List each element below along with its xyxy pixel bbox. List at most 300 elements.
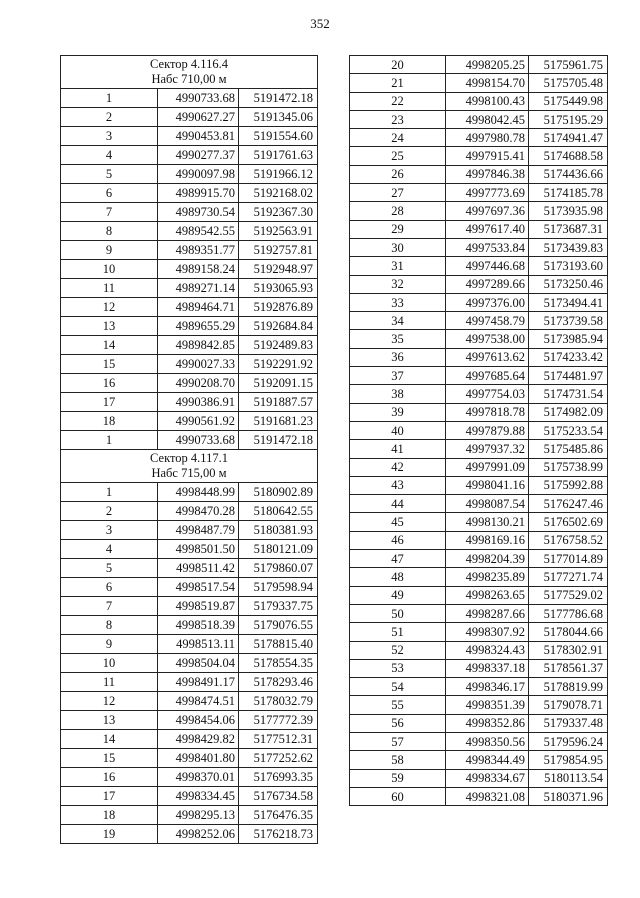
y-coordinate: 5178032.79	[239, 692, 318, 711]
x-coordinate: 4997980.78	[446, 129, 529, 147]
y-coordinate: 5192684.84	[239, 317, 318, 336]
point-number: 11	[61, 279, 158, 298]
point-number: 57	[350, 732, 446, 750]
point-number: 16	[61, 768, 158, 787]
table-row	[350, 184, 608, 202]
point-number: 43	[350, 476, 446, 494]
x-coordinate: 4989842.85	[158, 336, 239, 355]
y-coordinate: 5191966.12	[239, 165, 318, 184]
point-number: 1	[61, 483, 158, 502]
x-coordinate: 4997533.84	[446, 238, 529, 256]
x-coordinate: 4998454.06	[158, 711, 239, 730]
x-coordinate: 4998169.16	[446, 531, 529, 549]
x-coordinate: 4998307.92	[446, 623, 529, 641]
table-row	[61, 578, 318, 597]
x-coordinate: 4997538.00	[446, 330, 529, 348]
x-coordinate: 4990561.92	[158, 412, 239, 431]
point-number: 11	[61, 673, 158, 692]
x-coordinate: 4997991.09	[446, 458, 529, 476]
y-coordinate: 5192876.89	[239, 298, 318, 317]
table-row	[61, 184, 318, 203]
x-coordinate: 4990277.37	[158, 146, 239, 165]
table-row	[350, 531, 608, 549]
point-number: 2	[61, 108, 158, 127]
y-coordinate: 5177512.31	[239, 730, 318, 749]
point-number: 18	[61, 412, 158, 431]
point-number: 12	[61, 298, 158, 317]
x-coordinate: 4989464.71	[158, 298, 239, 317]
sector-header	[61, 450, 318, 483]
x-coordinate: 4998350.56	[446, 732, 529, 750]
y-coordinate: 5174688.58	[529, 147, 608, 165]
x-coordinate: 4998263.65	[446, 586, 529, 604]
x-coordinate: 4989655.29	[158, 317, 239, 336]
point-number: 17	[61, 393, 158, 412]
x-coordinate: 4989915.70	[158, 184, 239, 203]
table-row	[61, 89, 318, 108]
table-row	[350, 513, 608, 531]
y-coordinate: 5176734.58	[239, 787, 318, 806]
table-row	[350, 74, 608, 92]
x-coordinate: 4998041.16	[446, 476, 529, 494]
y-coordinate: 5174185.78	[529, 184, 608, 202]
x-coordinate: 4998491.17	[158, 673, 239, 692]
x-coordinate: 4998517.54	[158, 578, 239, 597]
table-row	[350, 238, 608, 256]
table-row	[61, 336, 318, 355]
y-coordinate: 5174731.54	[529, 385, 608, 403]
table-row	[350, 586, 608, 604]
table-row	[61, 298, 318, 317]
x-coordinate: 4998154.70	[446, 74, 529, 92]
table-row	[350, 568, 608, 586]
y-coordinate: 5173985.94	[529, 330, 608, 348]
y-coordinate: 5176993.35	[239, 768, 318, 787]
point-number: 14	[61, 730, 158, 749]
point-number: 32	[350, 275, 446, 293]
point-number: 42	[350, 458, 446, 476]
point-number: 7	[61, 203, 158, 222]
x-coordinate: 4990733.68	[158, 431, 239, 450]
point-number: 10	[61, 260, 158, 279]
table-row	[350, 421, 608, 439]
table-row	[61, 241, 318, 260]
x-coordinate: 4998474.51	[158, 692, 239, 711]
table-row	[61, 730, 318, 749]
point-number: 17	[61, 787, 158, 806]
point-number: 53	[350, 659, 446, 677]
point-number: 7	[61, 597, 158, 616]
point-number: 54	[350, 678, 446, 696]
x-coordinate: 4989271.14	[158, 279, 239, 298]
y-coordinate: 5177271.74	[529, 568, 608, 586]
point-number: 14	[61, 336, 158, 355]
y-coordinate: 5177772.39	[239, 711, 318, 730]
table-row	[350, 202, 608, 220]
coordinates-table-right	[349, 55, 608, 806]
table-row	[350, 147, 608, 165]
table-row	[61, 127, 318, 146]
x-coordinate: 4989542.55	[158, 222, 239, 241]
point-number: 25	[350, 147, 446, 165]
point-number: 21	[350, 74, 446, 92]
y-coordinate: 5176247.46	[529, 495, 608, 513]
point-number: 22	[350, 92, 446, 110]
y-coordinate: 5192563.91	[239, 222, 318, 241]
point-number: 3	[61, 127, 158, 146]
x-coordinate: 4998204.39	[446, 550, 529, 568]
point-number: 18	[61, 806, 158, 825]
table-row	[61, 165, 318, 184]
table-row	[61, 222, 318, 241]
table-row	[61, 355, 318, 374]
table-row	[350, 92, 608, 110]
x-coordinate: 4998487.79	[158, 521, 239, 540]
table-row	[61, 521, 318, 540]
y-coordinate: 5175195.29	[529, 110, 608, 128]
point-number: 52	[350, 641, 446, 659]
point-number: 16	[61, 374, 158, 393]
point-number: 58	[350, 751, 446, 769]
y-coordinate: 5178815.40	[239, 635, 318, 654]
point-number: 59	[350, 769, 446, 787]
x-coordinate: 4997879.88	[446, 421, 529, 439]
x-coordinate: 4990453.81	[158, 127, 239, 146]
table-row	[350, 220, 608, 238]
x-coordinate: 4998295.13	[158, 806, 239, 825]
y-coordinate: 5193065.93	[239, 279, 318, 298]
point-number: 55	[350, 696, 446, 714]
sector-title: Сектор 4.117.1	[150, 451, 228, 465]
x-coordinate: 4998513.11	[158, 635, 239, 654]
x-coordinate: 4989730.54	[158, 203, 239, 222]
x-coordinate: 4990386.91	[158, 393, 239, 412]
point-number: 31	[350, 257, 446, 275]
y-coordinate: 5191345.06	[239, 108, 318, 127]
point-number: 6	[61, 184, 158, 203]
y-coordinate: 5178293.46	[239, 673, 318, 692]
y-coordinate: 5178044.66	[529, 623, 608, 641]
point-number: 35	[350, 330, 446, 348]
table-row	[350, 623, 608, 641]
x-coordinate: 4998087.54	[446, 495, 529, 513]
point-number: 41	[350, 440, 446, 458]
page-number: 352	[310, 16, 330, 31]
y-coordinate: 5173193.60	[529, 257, 608, 275]
point-number: 4	[61, 146, 158, 165]
point-number: 23	[350, 110, 446, 128]
y-coordinate: 5174233.42	[529, 348, 608, 366]
table-row	[350, 678, 608, 696]
table-row	[61, 825, 318, 844]
point-number: 45	[350, 513, 446, 531]
y-coordinate: 5191472.18	[239, 431, 318, 450]
point-number: 29	[350, 220, 446, 238]
x-coordinate: 4989158.24	[158, 260, 239, 279]
point-number: 5	[61, 165, 158, 184]
table-row	[61, 203, 318, 222]
x-coordinate: 4997446.68	[446, 257, 529, 275]
point-number: 13	[61, 711, 158, 730]
point-number: 19	[61, 825, 158, 844]
point-number: 1	[61, 89, 158, 108]
table-row	[350, 165, 608, 183]
y-coordinate: 5176502.69	[529, 513, 608, 531]
x-coordinate: 4998351.39	[446, 696, 529, 714]
coordinates-table-left	[60, 55, 318, 844]
x-coordinate: 4990627.27	[158, 108, 239, 127]
y-coordinate: 5191554.60	[239, 127, 318, 146]
x-coordinate: 4998100.43	[446, 92, 529, 110]
x-coordinate: 4998042.45	[446, 110, 529, 128]
y-coordinate: 5176218.73	[239, 825, 318, 844]
point-number: 49	[350, 586, 446, 604]
y-coordinate: 5174982.09	[529, 403, 608, 421]
table-row	[61, 673, 318, 692]
sector-header-row	[61, 450, 318, 483]
y-coordinate: 5180642.55	[239, 502, 318, 521]
x-coordinate: 4990733.68	[158, 89, 239, 108]
table-row	[350, 476, 608, 494]
table-row	[350, 769, 608, 787]
x-coordinate: 4998205.25	[446, 56, 529, 74]
x-coordinate: 4998519.87	[158, 597, 239, 616]
point-number: 5	[61, 559, 158, 578]
table-row	[350, 495, 608, 513]
y-coordinate: 5192091.15	[239, 374, 318, 393]
table-row	[350, 367, 608, 385]
y-coordinate: 5177529.02	[529, 586, 608, 604]
table-row	[350, 56, 608, 74]
y-coordinate: 5191887.57	[239, 393, 318, 412]
point-number: 51	[350, 623, 446, 641]
y-coordinate: 5175449.98	[529, 92, 608, 110]
x-coordinate: 4998518.39	[158, 616, 239, 635]
table-row	[350, 732, 608, 750]
y-coordinate: 5174941.47	[529, 129, 608, 147]
point-number: 50	[350, 604, 446, 622]
point-number: 8	[61, 222, 158, 241]
table-row	[61, 711, 318, 730]
x-coordinate: 4998470.28	[158, 502, 239, 521]
x-coordinate: 4998504.04	[158, 654, 239, 673]
table-row	[61, 393, 318, 412]
point-number: 1	[61, 431, 158, 450]
sector-title: Сектор 4.116.4	[150, 57, 228, 71]
y-coordinate: 5179860.07	[239, 559, 318, 578]
point-number: 60	[350, 787, 446, 805]
table-row	[61, 374, 318, 393]
point-number: 28	[350, 202, 446, 220]
x-coordinate: 4998130.21	[446, 513, 529, 531]
table-row	[61, 540, 318, 559]
x-coordinate: 4997685.64	[446, 367, 529, 385]
y-coordinate: 5175961.75	[529, 56, 608, 74]
y-coordinate: 5192367.30	[239, 203, 318, 222]
y-coordinate: 5177014.89	[529, 550, 608, 568]
x-coordinate: 4998235.89	[446, 568, 529, 586]
x-coordinate: 4998337.18	[446, 659, 529, 677]
x-coordinate: 4997458.79	[446, 312, 529, 330]
point-number: 15	[61, 749, 158, 768]
table-row	[61, 260, 318, 279]
table-row	[61, 412, 318, 431]
y-coordinate: 5178302.91	[529, 641, 608, 659]
y-coordinate: 5191681.23	[239, 412, 318, 431]
point-number: 44	[350, 495, 446, 513]
y-coordinate: 5180121.09	[239, 540, 318, 559]
y-coordinate: 5173687.31	[529, 220, 608, 238]
x-coordinate: 4998370.01	[158, 768, 239, 787]
point-number: 56	[350, 714, 446, 732]
table-row	[61, 692, 318, 711]
point-number: 9	[61, 635, 158, 654]
table-row	[61, 616, 318, 635]
table-row	[61, 502, 318, 521]
y-coordinate: 5192168.02	[239, 184, 318, 203]
table-row	[350, 659, 608, 677]
y-coordinate: 5180902.89	[239, 483, 318, 502]
sector-header-row	[61, 56, 318, 89]
point-number: 13	[61, 317, 158, 336]
x-coordinate: 4997376.00	[446, 293, 529, 311]
table-row	[350, 641, 608, 659]
y-coordinate: 5173739.58	[529, 312, 608, 330]
sector-header	[61, 56, 318, 89]
table-row	[350, 440, 608, 458]
table-row	[61, 597, 318, 616]
table-row	[350, 275, 608, 293]
point-number: 4	[61, 540, 158, 559]
x-coordinate: 4998324.43	[446, 641, 529, 659]
x-coordinate: 4998287.66	[446, 604, 529, 622]
y-coordinate: 5174436.66	[529, 165, 608, 183]
table-row	[61, 279, 318, 298]
table-row	[61, 787, 318, 806]
point-number: 36	[350, 348, 446, 366]
table-row	[350, 110, 608, 128]
y-coordinate: 5176758.52	[529, 531, 608, 549]
point-number: 2	[61, 502, 158, 521]
y-coordinate: 5179854.95	[529, 751, 608, 769]
y-coordinate: 5173494.41	[529, 293, 608, 311]
table-row	[61, 749, 318, 768]
x-coordinate: 4997846.38	[446, 165, 529, 183]
table-row	[350, 696, 608, 714]
point-number: 38	[350, 385, 446, 403]
point-number: 33	[350, 293, 446, 311]
x-coordinate: 4997754.03	[446, 385, 529, 403]
point-number: 47	[350, 550, 446, 568]
x-coordinate: 4997915.41	[446, 147, 529, 165]
x-coordinate: 4998501.50	[158, 540, 239, 559]
table-row	[350, 293, 608, 311]
table-row	[61, 146, 318, 165]
x-coordinate: 4998252.06	[158, 825, 239, 844]
y-coordinate: 5191472.18	[239, 89, 318, 108]
point-number: 24	[350, 129, 446, 147]
x-coordinate: 4998344.49	[446, 751, 529, 769]
y-coordinate: 5173250.46	[529, 275, 608, 293]
table-row	[61, 559, 318, 578]
y-coordinate: 5175705.48	[529, 74, 608, 92]
y-coordinate: 5173439.83	[529, 238, 608, 256]
x-coordinate: 4998511.42	[158, 559, 239, 578]
y-coordinate: 5175485.86	[529, 440, 608, 458]
point-number: 10	[61, 654, 158, 673]
y-coordinate: 5175233.54	[529, 421, 608, 439]
table-row	[61, 635, 318, 654]
table-row	[350, 714, 608, 732]
y-coordinate: 5178554.35	[239, 654, 318, 673]
table-row	[350, 129, 608, 147]
sector-elevation: Набс 710,00 м	[151, 72, 227, 86]
x-coordinate: 4997289.66	[446, 275, 529, 293]
table-row	[350, 787, 608, 805]
table-row	[350, 604, 608, 622]
x-coordinate: 4989351.77	[158, 241, 239, 260]
point-number: 15	[61, 355, 158, 374]
point-number: 20	[350, 56, 446, 74]
point-number: 9	[61, 241, 158, 260]
x-coordinate: 4998334.45	[158, 787, 239, 806]
y-coordinate: 5180113.54	[529, 769, 608, 787]
table-row	[61, 483, 318, 502]
table-row	[61, 654, 318, 673]
point-number: 48	[350, 568, 446, 586]
x-coordinate: 4998401.80	[158, 749, 239, 768]
y-coordinate: 5192757.81	[239, 241, 318, 260]
x-coordinate: 4990027.33	[158, 355, 239, 374]
y-coordinate: 5180371.96	[529, 787, 608, 805]
x-coordinate: 4997613.62	[446, 348, 529, 366]
y-coordinate: 5179596.24	[529, 732, 608, 750]
table-row	[350, 751, 608, 769]
point-number: 39	[350, 403, 446, 421]
point-number: 34	[350, 312, 446, 330]
y-coordinate: 5179076.55	[239, 616, 318, 635]
y-coordinate: 5174481.97	[529, 367, 608, 385]
table-row	[350, 385, 608, 403]
x-coordinate: 4998429.82	[158, 730, 239, 749]
table-row	[350, 550, 608, 568]
table-row	[61, 768, 318, 787]
table-row	[350, 458, 608, 476]
y-coordinate: 5175992.88	[529, 476, 608, 494]
sector-elevation: Набс 715,00 м	[151, 466, 227, 480]
x-coordinate: 4998346.17	[446, 678, 529, 696]
x-coordinate: 4997773.69	[446, 184, 529, 202]
y-coordinate: 5173935.98	[529, 202, 608, 220]
table-row	[61, 431, 318, 450]
point-number: 8	[61, 616, 158, 635]
table-row	[61, 108, 318, 127]
point-number: 3	[61, 521, 158, 540]
y-coordinate: 5179337.75	[239, 597, 318, 616]
table-row	[350, 257, 608, 275]
y-coordinate: 5179598.94	[239, 578, 318, 597]
x-coordinate: 4990097.98	[158, 165, 239, 184]
y-coordinate: 5192489.83	[239, 336, 318, 355]
point-number: 40	[350, 421, 446, 439]
x-coordinate: 4997617.40	[446, 220, 529, 238]
x-coordinate: 4997937.32	[446, 440, 529, 458]
x-coordinate: 4990208.70	[158, 374, 239, 393]
y-coordinate: 5192291.92	[239, 355, 318, 374]
y-coordinate: 5179078.71	[529, 696, 608, 714]
x-coordinate: 4998352.86	[446, 714, 529, 732]
y-coordinate: 5179337.48	[529, 714, 608, 732]
